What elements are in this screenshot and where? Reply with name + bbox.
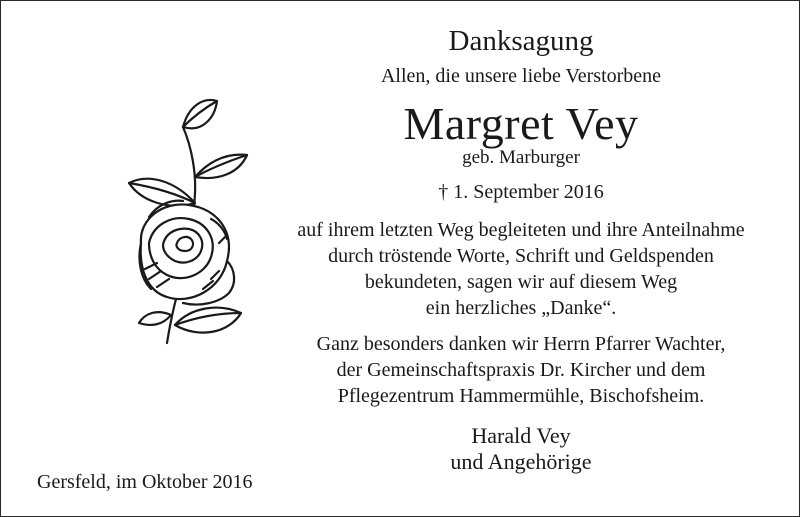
thanks-line: durch tröstende Worte, Schrift und Geldspenden [328, 245, 714, 267]
special-thanks-line: der Gemeinschaftspraxis Dr. Kircher und dem [336, 359, 706, 381]
special-thanks-line: Pflegezentrum Hammermühle, Bischofsheim. [337, 385, 705, 407]
intro-line: Allen, die unsere liebe Verstorbene [380, 65, 662, 87]
birth-name: geb. Marburger [462, 147, 580, 168]
thanks-line: bekundeten, sagen wir auf diesem Weg [364, 271, 678, 293]
special-thanks-paragraph [291, 331, 751, 409]
notice-heading: Danksagung [448, 25, 594, 57]
rose-icon [79, 93, 279, 353]
signer-line: Harald Vey [471, 423, 571, 448]
thanks-line: auf ihrem letzten Weg begleiteten und ihre Anteilnahme [297, 219, 745, 241]
thanks-line: ein herzliches „Danke“. [425, 297, 617, 319]
place-and-date: Gersfeld, im Oktober 2016 [37, 471, 253, 493]
special-thanks-line: Ganz besonders danken wir Herrn Pfarrer Wachter, [316, 333, 726, 355]
signer-line: und Angehörige [450, 449, 592, 474]
death-date: † 1. September 2016 [438, 181, 604, 203]
thanks-paragraph [291, 217, 751, 321]
signers [291, 423, 751, 475]
deceased-name: Margret Vey [403, 98, 639, 149]
